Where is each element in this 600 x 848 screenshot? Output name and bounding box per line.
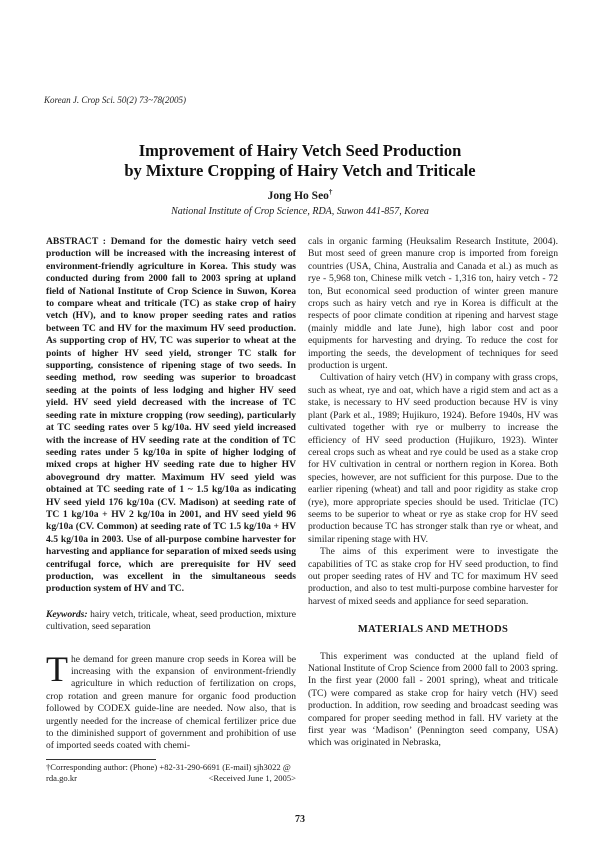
keywords-label: Keywords: [46,608,88,620]
title-line-1: Improvement of Hairy Vetch Seed Production [138,141,462,160]
footnote-contact: †Corresponding author: (Phone) +82-31-290-6691 (E-mail) sjh3022 @ rda.go.kr [46,761,291,783]
introduction-paragraph [46,648,296,753]
paper-title [60,141,540,181]
title-line-2: by Mixture Cropping of Hairy Vetch and Triticale [124,161,476,180]
page-number: 73 [295,814,305,825]
body-paragraph-2: Cultivation of hairy vetch (HV) in company with grass crops, such as wheat, rye and oat, which have a rigid stem and act as a stake, is necessary to HV seed production because HV is viny plant (Park et al., 1989; Hujikuro, 1924). Before 1940s, HV was cultivated together with rye or mulberry to increase the efficiency of HV seed production (Hujikuro, 1923). Winter cereal crops such as wheat and rye could be used as a stake crop for HV cultivation in central or northern region in Korea. Both species, however, are not sufficient for this purpose. Due to the earlier ripening (wheat) and tall and poor rigidity as stake crop (rye), more appropriate species should be used. Triticlae (TC) seems to be superior to wheat or rye as stake crop for HV seed production because TC has stronger stalk than rye or wheat, and similar ripening stage with HV. [308,372,558,545]
body-paragraph-4: This experiment was conducted at the upland field of National Institute of Crop Science from 2000 fall to 2003 spring. In the first year (2000 fall - 2001 spring), wheat and triticale (TC) were compared as stake crop for hairy vetch (HV) seed production. In addition, row seeding and broadcast seeding was compared for proper seeding method in fall. HV variety at the first year was ‘Madison’ (Pennington seed company, USA) which was originated in Nebraska, [308,650,558,749]
keywords-text: hairy vetch, triticale, wheat, seed production, mixture cultivation, seed separation [46,608,296,633]
drop-cap: T [46,648,68,689]
body-paragraph-1: cals in organic farming (Heuksalim Research Institute, 2004). But most seed of green manure crop is imported from foreign countries (USA, China, Australia and Canada et al.) as much as rye - 5,968 ton, Chinese milk vetch - 1,316 ton, hairy vetch - 72 ton, But economical seed production of winter green manure crops such as hairy vetch and rye in Korea is difficult at the respects of poor climate condition at ripening and harvest stage (mainly middle and late June), high labor cost and poor equipments for harvesting and drying. To reduce the cost for importing the seeds, the development of techniques for seed production is urgent. [308,236,558,372]
author-line [0,188,600,202]
left-column [46,236,296,784]
abstract-text: Demand for the domestic hairy vetch seed production will be increased with the increasing interest of environment-friendly agriculture in Korea. This study was conducted during from 2000 fall to 2003 spring at upland field of National Institute of Crop Science in Suwon, Korea to compare wheat and triticale (TC) as stake crop of hairy vetch (HV), and to know proper seeding rates and ratios between TC and HV for the maximum HV seed production. As supporting crop of HV, TC was superior to wheat at the points of higher HV seed yield, stronger TC stalk for supporting, consistence of ripening stage of two seeds. In seeding method, row seeding was superior to broadcast seeding at the points of less lodging and higher HV seed yield. HV seed yield decreased with the increase of TC seeding rate in mixture cropping (row seeding), particularly at TC seeding rates over 5 kg/10a. HV seed yield increased with the increase of HV seeding rate at the condition of TC seeding rates under 5 kg/10a in spite of higher lodging of mixed crops at higher HV seeding rate due to higher HV aboveground dry matter. Maximum HV seed yield was obtained at TC seeding rate of 1 ~ 1.5 kg/10a as indicating HV seed yield 176 kg/10a (CV. Madison) at seeding rate of TC 1 kg/10a + HV 2 kg/10a in 2001, and HV seed yield 96 kg/10a (CV. Common) at seeding rate of TC 1.5 kg/10a + HV 4.5 kg/10a in 2003. Use of all-purpose combine harvester for harvesting and appliance for separation of mixed seeds using centrifugal force, which are prerequisite for HV seed production, was excellent in the simultaneous seeds production system of HV and TC. [46,236,296,595]
author-name: Jong Ho Seo [267,189,329,202]
body-paragraph-3: The aims of this experiment were to investigate the capabilities of TC as stake crop for HV seed production, to find out proper seeding rates of HV and TC for maximum HV seed production, and also to test multi-purpose combine harvester for harvest of mixed seeds and appliance for seed separation. [308,546,558,607]
author-affiliation: National Institute of Crop Science, RDA, Suwon 441-857, Korea [171,206,429,217]
corresponding-mark: † [328,188,333,196]
footnote-rule [46,759,156,760]
section-heading-materials-methods: MATERIALS AND METHODS [357,624,509,636]
footnote [46,762,296,784]
keywords [46,609,296,634]
journal-reference: Korean J. Crop Sci. 50(2) 73~78(2005) [44,95,186,105]
abstract-label: ABSTRACT : [46,236,106,247]
introduction-text: he demand for green manure crop seeds in Korea will be increasing with the expansion of environment-friendly agriculture in which reduction of fertilization on crops, crop rotation and green manure for organic food production followed by CODEX guide-line are needed. Now also, that is urgently needed for the increase of chemical fertilizer price due to the diminished support of government and prohibition of use of imported seeds coated with chemi- [46,653,296,752]
received-date: <Received June 1, 2005> [208,772,296,783]
right-column [308,236,558,750]
abstract [46,236,296,596]
